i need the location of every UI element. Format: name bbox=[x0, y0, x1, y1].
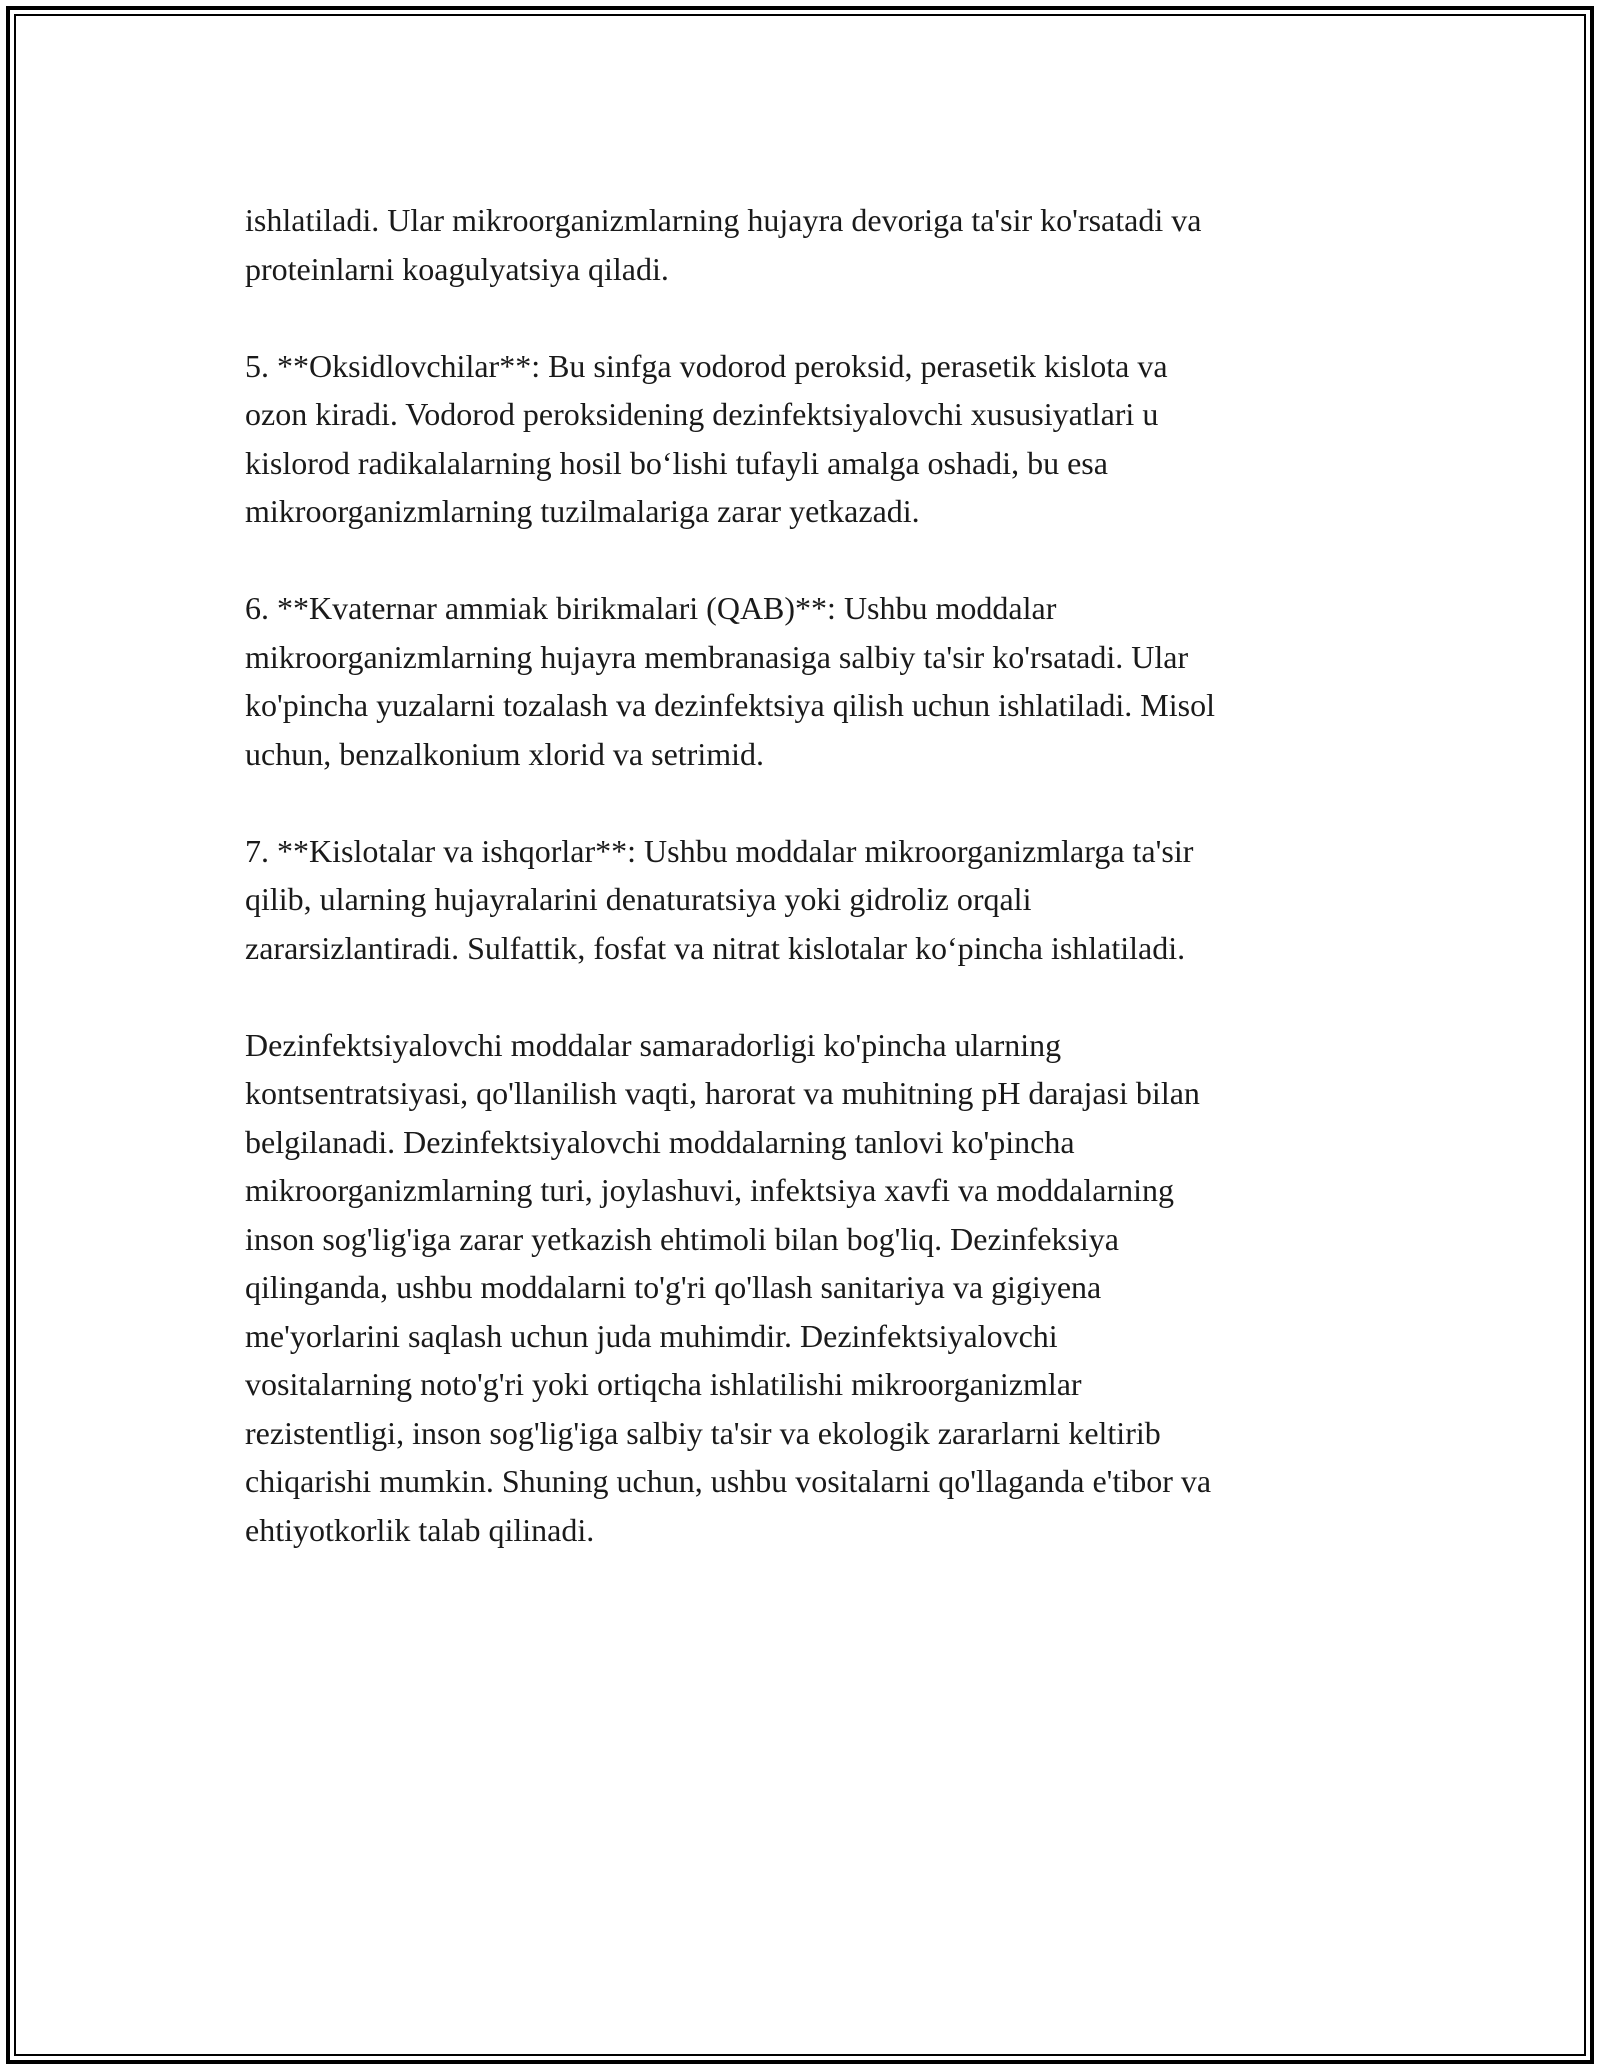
paragraph-oxidizers: 5. **Oksidlovchilar**: Bu sinfga vodorod peroksid, perasetik kislota va ozon kiradi. Vodorod peroksidening dezinfektsiyalovchi xususiyatlari u kislorod radikalalarning hosil bo‘lishi tufayli amalga oshadi, bu esa mikroorganizmlarning tuzilmalariga zarar yetkazadi. bbox=[245, 347, 1168, 529]
paragraph-intro-continuation: ishlatiladi. Ular mikroorganizmlarning hujayra devoriga ta'sir ko'rsatadi va proteinlarni koagulyatsiya qiladi. bbox=[245, 202, 1202, 287]
document-body bbox=[245, 196, 1375, 1554]
paragraph-quaternary-ammonium: 6. **Kvaternar ammiak birikmalari (QAB)**: Ushbu moddalar mikroorganizmlarning hujayra membranasiga salbiy ta'sir ko'rsatadi. Ular ko'pincha yuzalarni tozalash va dezinfektsiya qilish uchun ishlatiladi. Misol uchun, benzalkonium xlorid va setrimid. bbox=[245, 590, 1215, 772]
paragraph-conclusion: Dezinfektsiyalovchi moddalar samaradorligi ko'pincha ularning kontsentratsiyasi, qo'llanilish vaqti, harorat va muhitning pH darajasi bilan belgilanadi. Dezinfektsiyalovchi moddalarning tanlovi ko'pincha mikroorganizmlarning turi, joylashuvi, infektsiya xavfi va moddalarning inson sog'lig'iga zarar yetkazish ehtimoli bilan bog'liq. Dezinfeksiya qilinganda, ushbu moddalarni to'g'ri qo'llash sanitariya va gigiyena me'yorlarini saqlash uchun juda muhimdir. Dezinfektsiyalovchi vositalarning noto'g'ri yoki ortiqcha ishlatilishi mikroorganizmlar rezistentligi, inson sog'lig'iga salbiy ta'sir va ekologik zararlarni keltirib chiqarishi mumkin. Shuning uchun, ushbu vositalarni qo'llaganda e'tibor va ehtiyotkorlik talab qilinadi. bbox=[245, 1026, 1212, 1548]
page-frame bbox=[6, 6, 1594, 2064]
paragraph-acids-alkalis: 7. **Kislotalar va ishqorlar**: Ushbu moddalar mikroorganizmlarga ta'sir qilib, ularning hujayralarini denaturatsiya yoki gidroliz orqali zararsizlantiradi. Sulfattik, fosfat va nitrat kislotalar ko‘pincha ishlatiladi. bbox=[245, 832, 1194, 966]
